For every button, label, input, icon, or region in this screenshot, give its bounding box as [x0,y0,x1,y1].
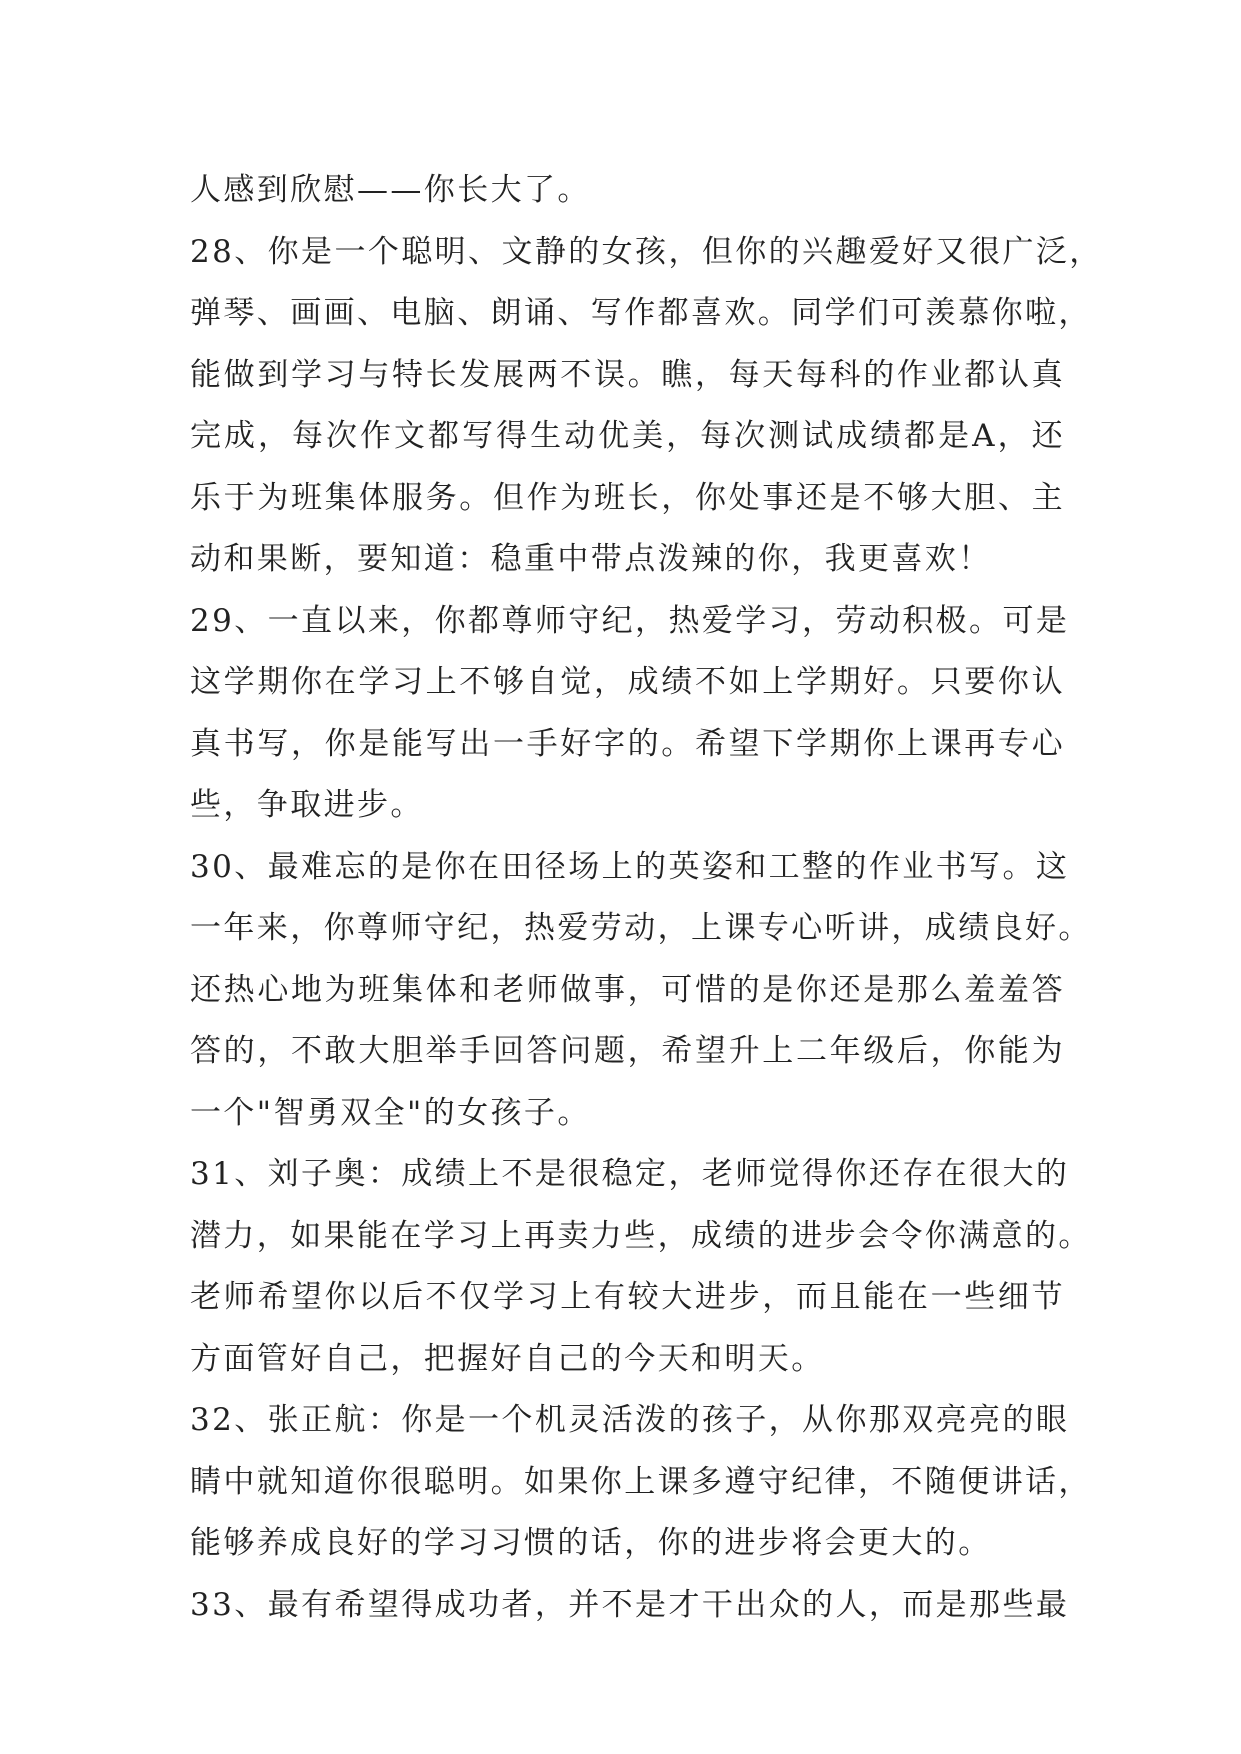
text-line: 28、你是一个聪明、文静的女孩，但你的兴趣爱好又很广泛， [190,233,1103,270]
text-line: 乐于为班集体服务。但作为班长，你处事还是不够大胆、主 [190,479,1065,516]
text-line: 些，争取进步。 [190,787,424,823]
text-line: 30、最难忘的是你在田径场上的英姿和工整的作业书写。这 [190,848,1070,885]
text-line: 弹琴、画画、电脑、朗诵、写作都喜欢。同学们可羡慕你啦， [190,295,1092,331]
text-line: 33、最有希望得成功者，并不是才干出众的人，而是那些最 [190,1586,1070,1623]
text-line: 完成，每次作文都写得生动优美，每次测试成绩都是A，还 [190,418,1065,454]
text-line: 29、一直以来，你都尊师守纪，热爱学习，劳动积极。可是 [190,602,1070,639]
text-line: 一个"智勇双全"的女孩子。 [190,1094,591,1131]
text-line: 31、刘子奥：成绩上不是很稳定，老师觉得你还存在很大的 [190,1156,1070,1192]
text-line: 一年来，你尊师守纪，热爱劳动，上课专心听讲，成绩良好。 [190,910,1092,946]
text-line: 真书写，你是能写出一手好字的。希望下学期你上课再专心 [190,725,1065,762]
text-line: 这学期你在学习上不够自觉，成绩不如上学期好。只要你认 [190,664,1065,700]
text-line: 方面管好自己，把握好自己的今天和明天。 [190,1340,825,1377]
text-line: 动和果断，要知道：稳重中带点泼辣的你，我更喜欢！ [190,541,992,577]
text-line: 能做到学习与特长发展两不误。瞧，每天每科的作业都认真 [190,356,1065,393]
text-line: 32、张正航：你是一个机灵活泼的孩子，从你那双亮亮的眼 [190,1402,1070,1438]
text-line: 能够养成良好的学习习惯的话，你的进步将会更大的。 [190,1525,992,1561]
text-line: 答的，不敢大胆举手回答问题，希望升上二年级后，你能为 [190,1033,1065,1069]
text-line: 还热心地为班集体和老师做事，可惜的是你还是那么羞羞答 [190,971,1065,1008]
text-line: 老师希望你以后不仅学习上有较大进步，而且能在一些细节 [190,1279,1065,1315]
text-line: 睛中就知道你很聪明。如果你上课多遵守纪律，不随便讲话， [190,1463,1092,1500]
body-text [190,160,1103,1636]
text-line: 潜力，如果能在学习上再卖力些，成绩的进步会令你满意的。 [190,1217,1092,1254]
text-line: 人感到欣慰——你长大了。 [190,172,591,208]
